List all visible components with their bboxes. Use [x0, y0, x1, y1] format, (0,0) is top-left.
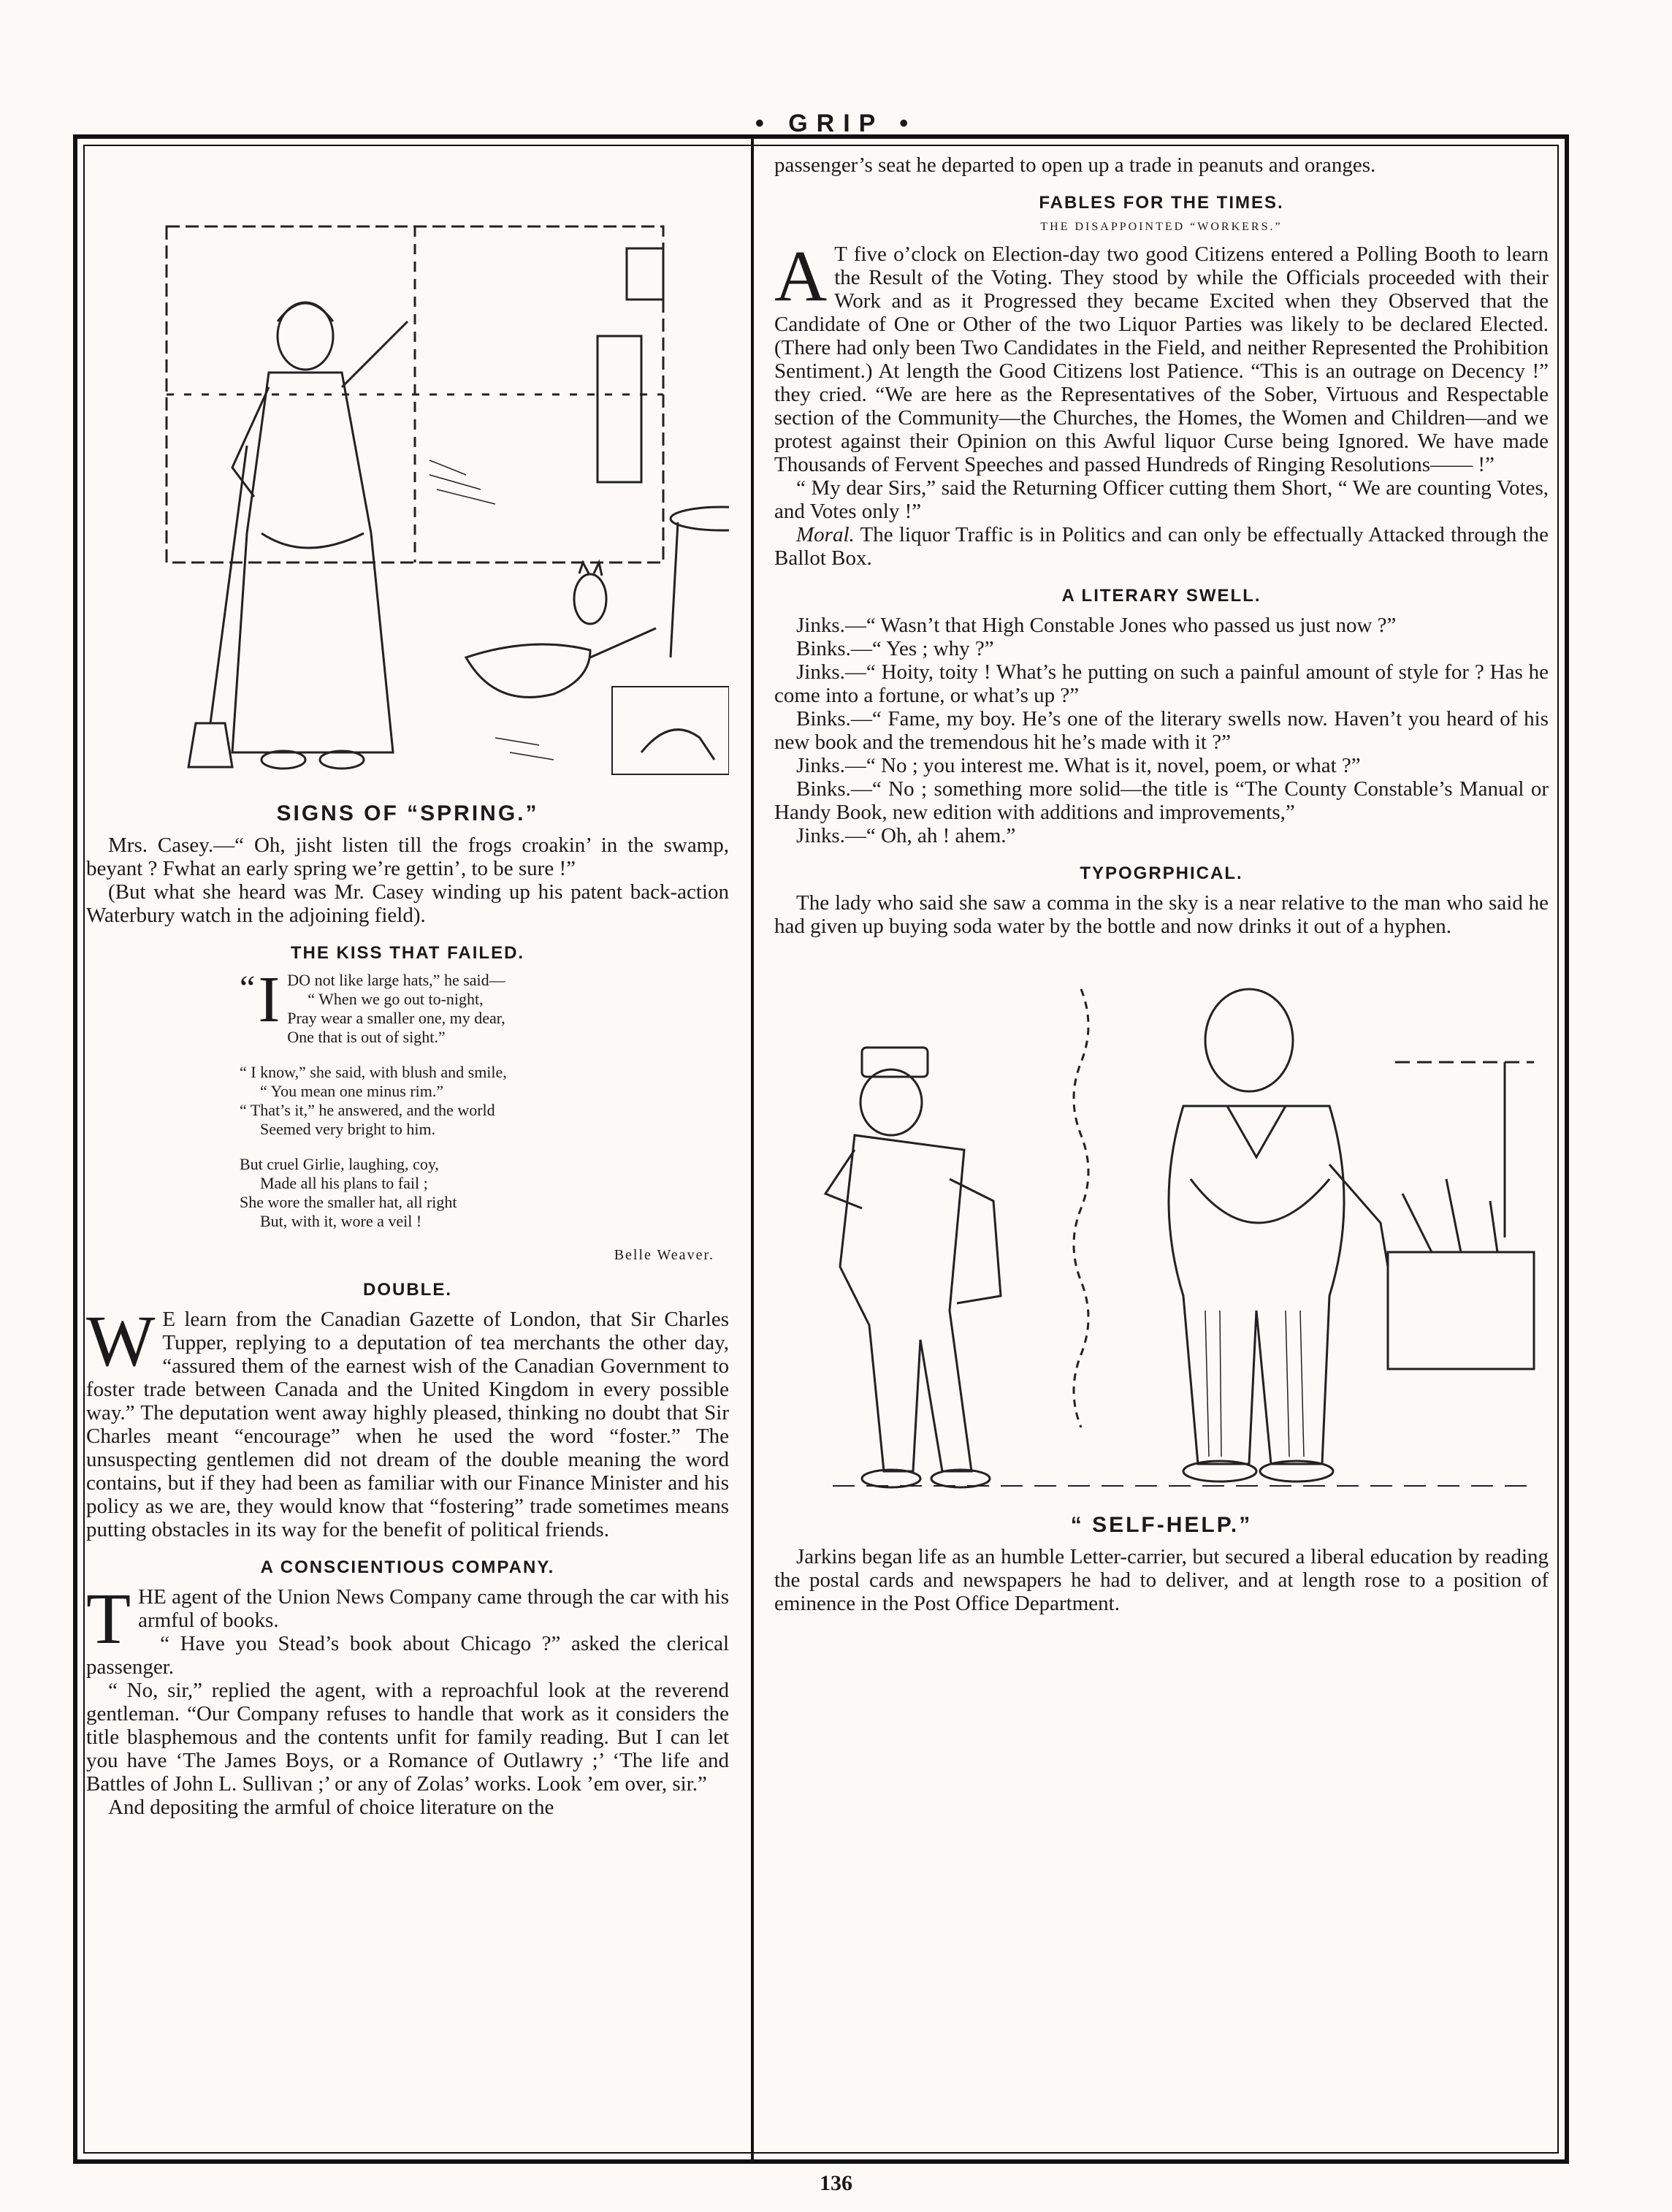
- double-text: E learn from the Canadian Gazette of London, that Sir Charles Tupper, replying to a deputation of tea merchants the other day, “assured them of the earnest wish of the Canadian Government to foster trade between Canada and the United Kingdom in every possible way.” The deputation went away highly pleased, thinking no doubt that Sir Charles meant “encourage” when he used the word “foster.” The unsuspecting gentlemen did not dream of the double meaning the word contains, but if they had been as familiar with our Finance Minister and his policy as we are, they would know that “fostering” trade sometimes means putting obstacles in its way for the benefit of political friends.: [86, 1308, 729, 1541]
- spring-heading: SIGNS OF “SPRING.”: [276, 801, 539, 825]
- swell-heading: A LITERARY SWELL.: [1061, 586, 1261, 606]
- self-help-text: Jarkins began life as an humble Letter-carrier, but secured a liberal education by reading the postal cards and newspapers he had to deliver, and at length rose to a position of eminence in the Post Office Department.: [774, 1545, 1549, 1615]
- continued-text: passenger’s seat he departed to open up a trade in peanuts and oranges.: [774, 153, 1376, 177]
- typo-text: The lady who said she saw a comma in the sky is a near relative to the man who said he had given up buying soda water by the bottle and now drinks it out of a hyphen.: [774, 891, 1549, 938]
- company-para: “ Have you Stead’s book about Chicago ?” asked the clerical passenger.: [86, 1632, 729, 1679]
- spring-note: (But what she heard was Mr. Casey winding up his patent back-action Waterbury watch in the adjoining field).: [86, 880, 729, 927]
- poem-line: “ That’s it,” he answered, and the world: [240, 1101, 495, 1119]
- left-column: [86, 153, 729, 1819]
- spring-dialogue: Mrs. Casey.—“ Oh, jisht listen till the frogs croakin’ in the swamp, beyant ? Fwhat an early spring we’re gettin’, to be sure !”: [86, 834, 729, 880]
- column-divider: [751, 139, 754, 2161]
- dialogue-line: Binks.—“ No ; something more solid—the title is “The County Constable’s Manual or Handy Book, new edition with additions and improvements,”: [774, 777, 1549, 824]
- poem-line: DO not like large hats,” he said—: [287, 971, 505, 989]
- typo-heading: TYPOGRPHICAL.: [1080, 863, 1243, 883]
- kiss-heading: THE KISS THAT FAILED.: [290, 943, 525, 963]
- poem-line: “ I know,” she said, with blush and smile,: [240, 1063, 507, 1081]
- poem-line: Pray wear a smaller one, my dear,: [287, 1009, 505, 1027]
- dialogue-line: Jinks.—“ Wasn’t that High Constable Jones who passed us just now ?”: [796, 614, 1397, 637]
- dialogue-line: Jinks.—“ Oh, ah ! ahem.”: [796, 824, 1016, 847]
- company-heading: A CONSCIENTIOUS COMPANY.: [260, 1557, 555, 1577]
- double-heading: DOUBLE.: [363, 1280, 452, 1300]
- poem-line: “ When we go out to-night,: [308, 990, 484, 1008]
- masthead: • GRIP •: [755, 110, 917, 137]
- kiss-poem: “ I DO not like large hats,” he said— “ When we go out to-night, Pray wear a smaller one, my dear, One that is out of sight.” “ I know,” she said, with blush and smile, “ You mean one minus rim.” “ That’s it,” he answered, and the world Seemed very bright to him. But cruel Girlie, laughing, coy, Made all his plans to fail ; She wore the smaller hat, all right But, with it, wore a veil !: [240, 971, 729, 1231]
- moral-text: The liquor Traffic is in Politics and can only be effectually Attacked through the Ballot Box.: [774, 523, 1549, 570]
- poem-line: But, with it, wore a veil !: [260, 1212, 422, 1230]
- fables-heading: FABLES FOR THE TIMES.: [1039, 193, 1284, 213]
- dialogue-line: Jinks.—“ Hoity, toity ! What’s he putting on such a painful amount of style for ? Has he come into a fortune, or what’s up ?”: [774, 660, 1549, 707]
- right-column: [774, 153, 1549, 1615]
- poem-line: She wore the smaller hat, all right: [240, 1193, 457, 1211]
- poem-line: But cruel Girlie, laughing, coy,: [240, 1155, 439, 1173]
- fables-para: “ My dear Sirs,” said the Returning Officer cutting them Short, “ We are counting Votes, and Votes only !”: [774, 476, 1549, 523]
- company-para: HE agent of the Union News Company came through the car with his armful of books.: [138, 1585, 729, 1632]
- dialogue-line: Binks.—“ Yes ; why ?”: [796, 637, 994, 660]
- drop-cap: A: [774, 235, 828, 316]
- poem-line: “ You mean one minus rim.”: [260, 1082, 444, 1100]
- dialogue-line: Jinks.—“ No ; you interest me. What is it, novel, poem, or what ?”: [796, 754, 1361, 777]
- self-help-heading: “ SELF-HELP.”: [1070, 1513, 1253, 1537]
- poem-signature: Belle Weaver.: [614, 1247, 714, 1263]
- fables-para: T five o’clock on Election-day two good Citizens entered a Polling Booth to learn the Result of the Voting. They stood by while the Officials proceeded with their Work and as it Progressed they became Excited when they Observed that the Candidate of One or Other of the two Liquor Parties was likely to be declared Elected. (There had only been Two Candidates in the Field, and neither Represented the Prohibition Sentiment.) At length the Good Citizens lost Patience. “This is an outrage on Decency !” they cried. “We are here as the Representatives of the Sober, Virtuous and Respectable section of the Community—the Churches, the Homes, the Women and Children—and we protest against their Opinion on this Awful liquor Curse being Ignored. We have made Thousands of Fervent Speeches and passed Hundreds of Ringing Resolutions—— !”: [774, 243, 1549, 476]
- drop-cap: W: [86, 1300, 156, 1381]
- fables-subheading: THE DISAPPOINTED “WORKERS.”: [1040, 221, 1283, 233]
- poem-line: Seemed very bright to him.: [260, 1120, 436, 1138]
- dialogue-line: Binks.—“ Fame, my boy. He’s one of the literary swells now. Haven’t you heard of his new book and the tremendous hit he’s made with it ?”: [774, 707, 1549, 754]
- company-para: “ No, sir,” replied the agent, with a reproachful look at the reverend gentleman. “Our Company refuses to handle that work as it considers the title blasphemous and the contents unfit for family reading. But I can let you have ‘The James Boys, or a Romance of Outlawry ;’ ‘The life and Battles of John L. Sullivan ;’ or any of Zolas’ works. Look ’em over, sir.”: [86, 1679, 729, 1796]
- drop-cap: T: [86, 1578, 131, 1659]
- spring-illustration: [86, 153, 729, 782]
- company-para: And depositing the armful of choice literature on the: [108, 1796, 554, 1819]
- self-help-illustration: [774, 960, 1549, 1493]
- moral-label: Moral.: [796, 523, 855, 546]
- poem-line: Made all his plans to fail ;: [260, 1174, 428, 1192]
- poem-line: One that is out of sight.”: [287, 1028, 446, 1046]
- page-number: 136: [820, 2171, 852, 2195]
